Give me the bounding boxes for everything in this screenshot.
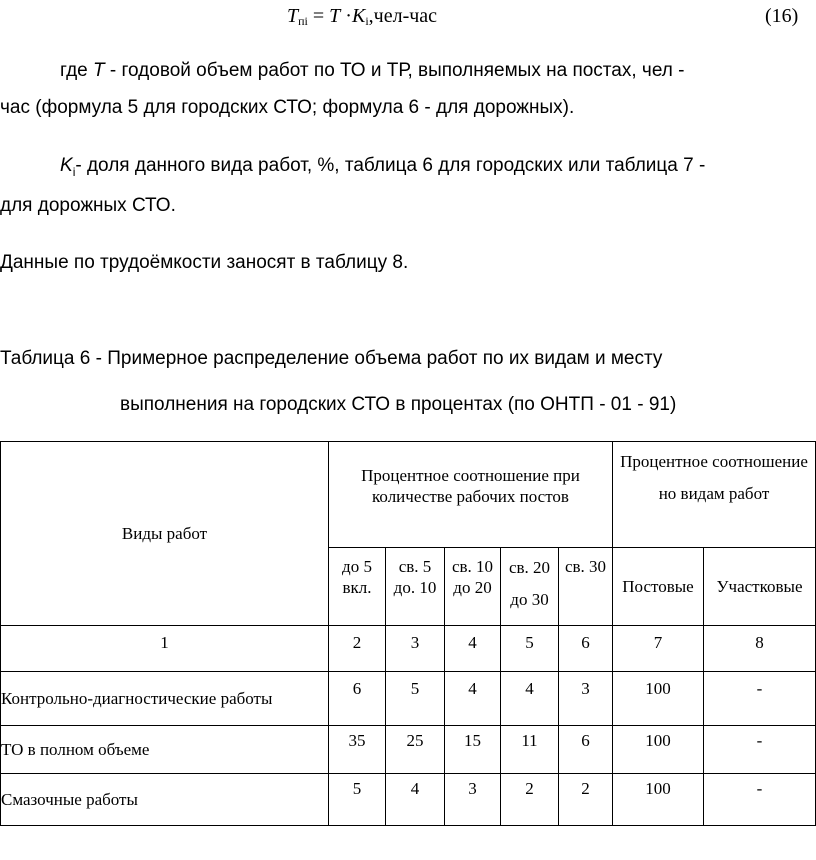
paragraph-3: Данные по трудоёмкости заносят в таблицу 8. bbox=[0, 252, 409, 273]
cell-value: 5 bbox=[329, 774, 386, 826]
paragraph-2-line-1 bbox=[60, 155, 705, 179]
cell-value: 100 bbox=[613, 672, 704, 726]
paragraph-1-line-2: час (формула 5 для городских СТО; формула 6 - для дорожных). bbox=[0, 97, 575, 118]
cell-value: 100 bbox=[613, 774, 704, 826]
row-name: ТО в полном объеме bbox=[1, 726, 329, 774]
cell-value: - bbox=[704, 672, 816, 726]
p2-variable-k: K bbox=[60, 155, 73, 176]
subheader-posts-5: св. 30 bbox=[559, 548, 613, 626]
cell-value: 6 bbox=[559, 726, 613, 774]
formula-t: T bbox=[287, 5, 299, 27]
formula-dot: · bbox=[340, 5, 352, 27]
cell-value: 35 bbox=[329, 726, 386, 774]
subheader-post-works: Постовые bbox=[613, 548, 704, 626]
paragraph-2-line-2: для дорожных СТО. bbox=[0, 195, 176, 216]
formula-subscript: пi bbox=[298, 14, 308, 28]
header-kinds-percent: Процентное соотношение но видам работ bbox=[613, 442, 816, 548]
cell-value: 4 bbox=[501, 672, 559, 726]
column-number-8: 8 bbox=[704, 626, 816, 672]
cell-value: - bbox=[704, 774, 816, 826]
column-number-2: 2 bbox=[329, 626, 386, 672]
subheader-posts-1: до 5 вкл. bbox=[329, 548, 386, 626]
cell-value: 4 bbox=[445, 672, 501, 726]
formula-number: (16) bbox=[765, 5, 799, 27]
column-number-7: 7 bbox=[613, 626, 704, 672]
p1-prefix: где bbox=[60, 60, 94, 81]
subheader-posts-3: св. 10 до 20 bbox=[445, 548, 501, 626]
subheader-area-works: Участковые bbox=[704, 548, 816, 626]
table-caption-line-2: выполнения на городских СТО в процентах (по ОНТП - 01 - 91) bbox=[120, 394, 677, 415]
cell-value: 3 bbox=[445, 774, 501, 826]
subheader-posts-4: св. 20 до 30 bbox=[501, 548, 559, 626]
table-row bbox=[1, 672, 816, 726]
formula-k-subscript: i bbox=[365, 14, 369, 28]
cell-value: 4 bbox=[386, 774, 445, 826]
cell-value: 2 bbox=[559, 774, 613, 826]
cell-value: 5 bbox=[386, 672, 445, 726]
paragraph-1-line-1 bbox=[60, 60, 684, 82]
cell-value: 2 bbox=[501, 774, 559, 826]
p1-variable-t: T bbox=[93, 60, 105, 81]
work-distribution-table bbox=[0, 441, 816, 826]
column-number-3: 3 bbox=[386, 626, 445, 672]
column-number-6: 6 bbox=[559, 626, 613, 672]
subheader-posts-2: св. 5 до. 10 bbox=[386, 548, 445, 626]
formula bbox=[287, 5, 437, 29]
formula-k: K bbox=[351, 5, 366, 27]
column-number-4: 4 bbox=[445, 626, 501, 672]
p1-text: - годовой объем работ по ТО и ТР, выполняемых на постах, чел - bbox=[104, 60, 685, 81]
header-posts-percent: Процентное соотношение при количестве рабочих постов bbox=[329, 442, 613, 548]
table-row bbox=[1, 774, 816, 826]
cell-value: 3 bbox=[559, 672, 613, 726]
table-row bbox=[1, 726, 816, 774]
cell-value: - bbox=[704, 726, 816, 774]
column-number-5: 5 bbox=[501, 626, 559, 672]
header-work-types: Виды работ bbox=[1, 442, 329, 626]
formula-t2: T bbox=[329, 5, 341, 27]
formula-equals: = bbox=[307, 5, 325, 27]
row-name: Смазочные работы bbox=[1, 774, 329, 826]
column-number-1: 1 bbox=[1, 626, 329, 672]
cell-value: 100 bbox=[613, 726, 704, 774]
cell-value: 15 bbox=[445, 726, 501, 774]
cell-value: 25 bbox=[386, 726, 445, 774]
table-caption-line-1: Таблица 6 - Примерное распределение объема работ по их видам и месту bbox=[0, 348, 663, 369]
row-name: Контрольно-диагностические работы bbox=[1, 672, 329, 726]
formula-unit: ,чел-час bbox=[368, 5, 438, 27]
cell-value: 6 bbox=[329, 672, 386, 726]
p2-text: - доля данного вида работ, %, таблица 6 для городских или таблица 7 - bbox=[75, 155, 706, 176]
cell-value: 11 bbox=[501, 726, 559, 774]
p2-subscript: i bbox=[72, 164, 76, 179]
